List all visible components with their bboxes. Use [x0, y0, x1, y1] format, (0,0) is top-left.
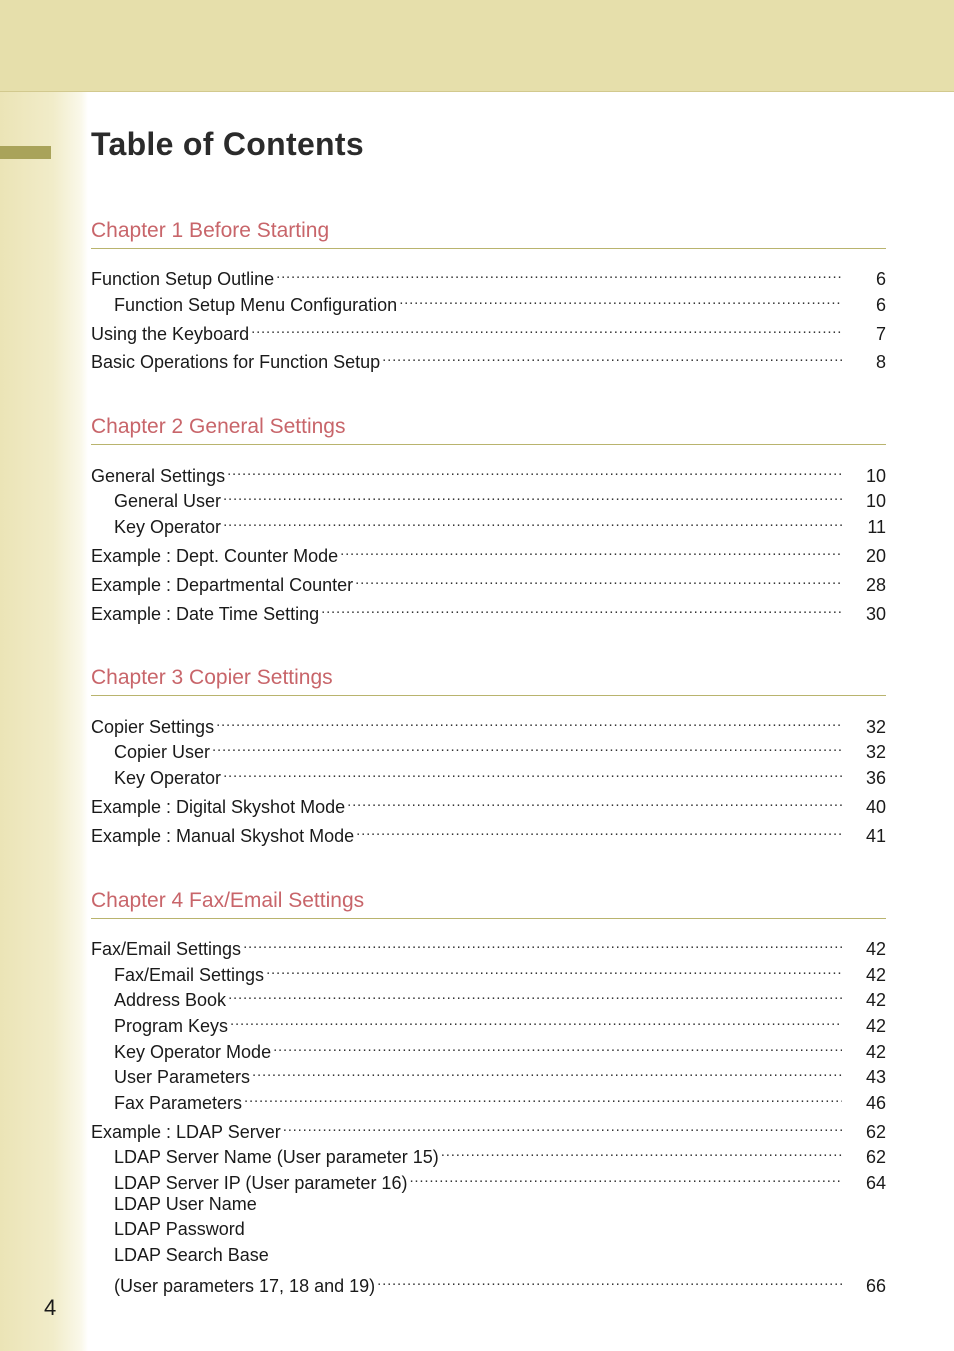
toc-entry-page: 20: [865, 546, 886, 566]
leader-dots: [266, 959, 842, 981]
chapter-1-heading: Chapter 1 Before Starting: [91, 219, 886, 249]
leader-dots: [283, 1116, 842, 1138]
toc-subentry[interactable]: [114, 1141, 886, 1167]
toc-entry-text: Key Operator: [114, 517, 222, 537]
toc-entry-text: Using the Keyboard: [91, 324, 250, 344]
leader-dots: [223, 511, 842, 533]
toc-entry-text: Key Operator: [114, 768, 222, 788]
toc-entry[interactable]: [91, 820, 886, 846]
toc-entry-text: Address Book: [114, 990, 227, 1010]
leader-dots: [230, 1010, 842, 1032]
toc-entry-page: 28: [865, 575, 886, 595]
toc-entry-page: 32: [865, 717, 886, 737]
toc-entry-text: LDAP Search Base: [114, 1245, 269, 1265]
toc-entry-page: 62: [865, 1122, 886, 1142]
toc-entry-text: Example : Manual Skyshot Mode: [91, 826, 355, 846]
toc-entry[interactable]: [91, 711, 886, 737]
toc-entry-text: User Parameters: [114, 1067, 251, 1087]
toc-entry-page: 43: [865, 1067, 886, 1087]
toc-entry[interactable]: [91, 318, 886, 344]
toc-subentry[interactable]: [114, 289, 886, 315]
header-band: [0, 0, 954, 92]
chapter-3-heading: Chapter 3 Copier Settings: [91, 666, 886, 696]
toc-subentry[interactable]: [114, 1061, 886, 1087]
toc-subentry[interactable]: [114, 1193, 886, 1215]
leader-dots: [252, 1061, 842, 1083]
leader-dots: [409, 1167, 842, 1189]
toc-entry[interactable]: [91, 460, 886, 486]
leader-dots: [273, 1036, 842, 1058]
toc-entry[interactable]: [91, 598, 886, 624]
chapter-4-heading: Chapter 4 Fax/Email Settings: [91, 889, 886, 919]
toc-entry-text: LDAP User Name: [114, 1194, 257, 1214]
toc-subentry[interactable]: [114, 1218, 886, 1240]
toc-entry-text: Fax Parameters: [114, 1093, 243, 1113]
toc-entry-text: Example : Departmental Counter: [91, 575, 354, 595]
leader-dots: [340, 540, 842, 562]
toc-entry[interactable]: [91, 263, 886, 289]
toc-entry-page: 10: [865, 466, 886, 486]
toc-entry-page: 36: [865, 768, 886, 788]
leader-dots: [355, 569, 842, 591]
toc-entry-page: 32: [865, 742, 886, 762]
toc-subentry[interactable]: [114, 485, 886, 511]
toc-entry-page: 42: [865, 1042, 886, 1062]
toc-entry-page: 66: [865, 1276, 886, 1296]
toc-entry[interactable]: [91, 569, 886, 595]
toc-subentry[interactable]: [114, 762, 886, 788]
leader-dots: [251, 318, 842, 340]
toc-entry-text: Example : Date Time Setting: [91, 604, 320, 624]
toc-subentry[interactable]: [114, 959, 886, 985]
toc-entry-page: 62: [865, 1147, 886, 1167]
toc-entry-text: Function Setup Menu Configuration: [114, 295, 398, 315]
toc-entry-page: 8: [875, 352, 886, 372]
chapter-2-heading: Chapter 2 General Settings: [91, 415, 886, 445]
toc-subentry[interactable]: [114, 1036, 886, 1062]
leader-dots: [356, 820, 842, 842]
toc-entry-page: 46: [865, 1093, 886, 1113]
toc-entry[interactable]: [91, 1116, 886, 1142]
leader-dots: [441, 1141, 842, 1163]
toc-entry-text: LDAP Server Name (User parameter 15): [114, 1147, 439, 1167]
toc-entry-page: 30: [865, 604, 886, 624]
leader-dots: [399, 289, 842, 311]
toc-entry[interactable]: [91, 791, 886, 817]
toc-entry-text: LDAP Server IP (User parameter 16): [114, 1173, 408, 1193]
toc-entry-text: LDAP Password: [114, 1219, 245, 1239]
leader-dots: [223, 485, 842, 507]
toc-entry-text: Function Setup Outline: [91, 269, 275, 289]
toc-entry-text: Basic Operations for Function Setup: [91, 352, 381, 372]
leader-dots: [276, 263, 842, 285]
toc-entry-page: 42: [865, 965, 886, 985]
leader-dots: [321, 598, 842, 620]
toc-entry[interactable]: [91, 933, 886, 959]
toc-entry-text: Key Operator Mode: [114, 1042, 272, 1062]
toc-entry-text: Example : LDAP Server: [91, 1122, 281, 1142]
leader-dots: [243, 933, 842, 955]
toc-subentry[interactable]: [114, 511, 886, 537]
toc-subentry[interactable]: [114, 1010, 886, 1036]
toc-subentry[interactable]: [114, 984, 886, 1010]
toc-subentry[interactable]: [114, 736, 886, 762]
toc-entry-page: 10: [865, 491, 886, 511]
toc-subentry[interactable]: [114, 1270, 886, 1296]
toc-entry-page: 7: [875, 324, 886, 344]
toc-entry-text: General User: [114, 491, 222, 511]
toc-entry-text: Example : Dept. Counter Mode: [91, 546, 339, 566]
toc-entry-text: Fax/Email Settings: [114, 965, 265, 985]
side-band: [0, 92, 88, 1351]
toc-subentry[interactable]: [114, 1244, 886, 1266]
toc-entry-text: Example : Digital Skyshot Mode: [91, 797, 346, 817]
page-title: Table of Contents: [91, 126, 364, 162]
leader-dots: [347, 791, 842, 813]
leader-dots: [382, 346, 842, 368]
toc-entry-text: Copier Settings: [91, 717, 215, 737]
leader-dots: [216, 711, 842, 733]
toc-entry[interactable]: [91, 540, 886, 566]
toc-entry-page: 40: [865, 797, 886, 817]
toc-entry-text: Program Keys: [114, 1016, 229, 1036]
toc-entry-page: 11: [867, 517, 886, 537]
toc-subentry[interactable]: [114, 1167, 886, 1193]
leader-dots: [244, 1087, 842, 1109]
toc-entry-text: Fax/Email Settings: [91, 939, 242, 959]
toc-entry-page: 6: [875, 295, 886, 315]
toc-entry-page: 6: [875, 269, 886, 289]
toc-entry-page: 42: [865, 990, 886, 1010]
toc-entry-text: Copier User: [114, 742, 211, 762]
toc-entry-text: (User parameters 17, 18 and 19): [114, 1276, 376, 1296]
toc-entry-page: 41: [865, 826, 886, 846]
toc-entry-text: General Settings: [91, 466, 226, 486]
toc-entry[interactable]: [91, 346, 886, 372]
toc-entry-page: 42: [865, 1016, 886, 1036]
leader-dots: [227, 460, 842, 482]
page-number: 4: [44, 1295, 57, 1320]
leader-dots: [377, 1270, 842, 1292]
title-marker: [0, 146, 51, 159]
leader-dots: [228, 984, 842, 1006]
toc-entry-page: 64: [865, 1173, 886, 1193]
toc-entry-page: 42: [865, 939, 886, 959]
leader-dots: [212, 736, 842, 758]
toc-subentry[interactable]: [114, 1087, 886, 1113]
leader-dots: [223, 762, 842, 784]
